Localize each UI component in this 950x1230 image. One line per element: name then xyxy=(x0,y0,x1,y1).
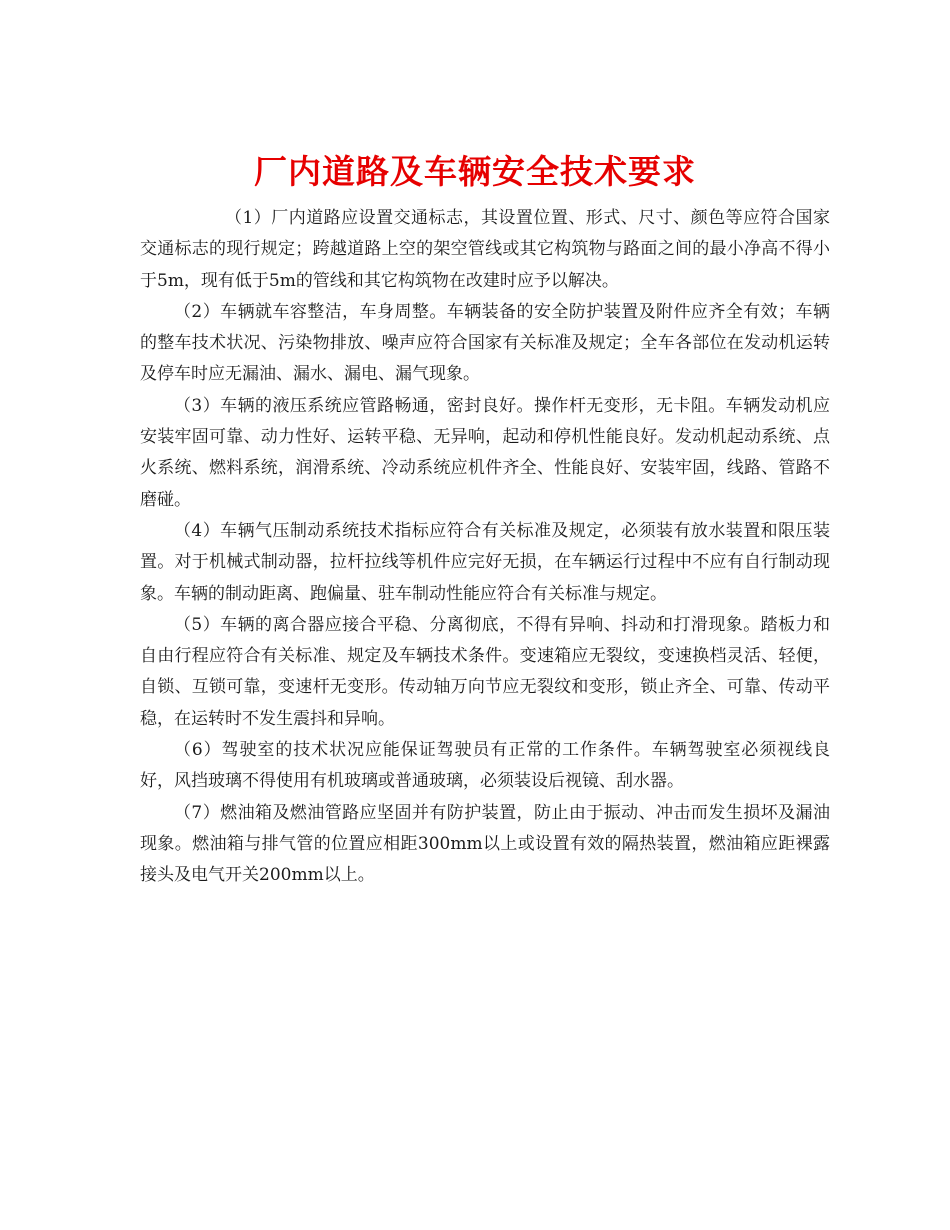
paragraph-5: （5）车辆的离合器应接合平稳、分离彻底，不得有异响、抖动和打滑现象。踏板力和自由行程应符合有关标准、规定及车辆技术条件。变速箱应无裂纹，变速换档灵活、轻便，自锁、互锁可靠，变速杆无变形。传动轴万向节应无裂纹和变形，锁止齐全、可靠、传动平稳，在运转时不发生震抖和异响。 xyxy=(140,614,830,729)
paragraph-3: （3）车辆的液压系统应管路畅通，密封良好。操作杆无变形，无卡阻。车辆发动机应安装牢固可靠、动力性好、运转平稳、无异响，起动和停机性能良好。发动机起动系统、点火系统、燃料系统，润滑系统、冷动系统应机件齐全、性能良好、安装牢固，线路、管路不磨碰。 xyxy=(140,395,830,510)
paragraph-1: （1）厂内道路应设置交通标志，其设置位置、形式、尺寸、颜色等应符合国家交通标志的现行规定；跨越道路上空的架空管线或其它构筑物与路面之间的最小净高不得小于5m，现有低于5m的管线和其它构筑物在改建时应予以解决。 xyxy=(140,208,830,291)
paragraph-6: （6）驾驶室的技术状况应能保证驾驶员有正常的工作条件。车辆驾驶室必须视线良好，风挡玻璃不得使用有机玻璃或普通玻璃，必须装设后视镜、刮水器。 xyxy=(140,740,830,792)
document-title: 厂内道路及车辆安全技术要求 xyxy=(254,152,696,192)
paragraph-7: （7）燃油箱及燃油管路应坚固并有防护装置，防止由于振动、冲击而发生损坏及漏油现象。燃油箱与排气管的位置应相距300mm以上或设置有效的隔热装置，燃油箱应距裸露接头及电气开关200mm以上。 xyxy=(140,802,830,886)
paragraph-2: （2）车辆就车容整洁，车身周整。车辆装备的安全防护装置及附件应齐全有效；车辆的整车技术状况、污染物排放、噪声应符合国家有关标准及规定；全车各部位在发动机运转及停车时应无漏油、漏水、漏电、漏气现象。 xyxy=(140,301,830,385)
paragraph-4: （4）车辆气压制动系统技术指标应符合有关标准及规定，必须装有放水装置和限压装置。对于机械式制动器，拉杆拉线等机件应完好无损，在车辆运行过程中不应有自行制动现象。车辆的制动距离、跑偏量、驻车制动性能应符合有关标准与规定。 xyxy=(140,520,830,604)
document-body xyxy=(140,203,830,892)
